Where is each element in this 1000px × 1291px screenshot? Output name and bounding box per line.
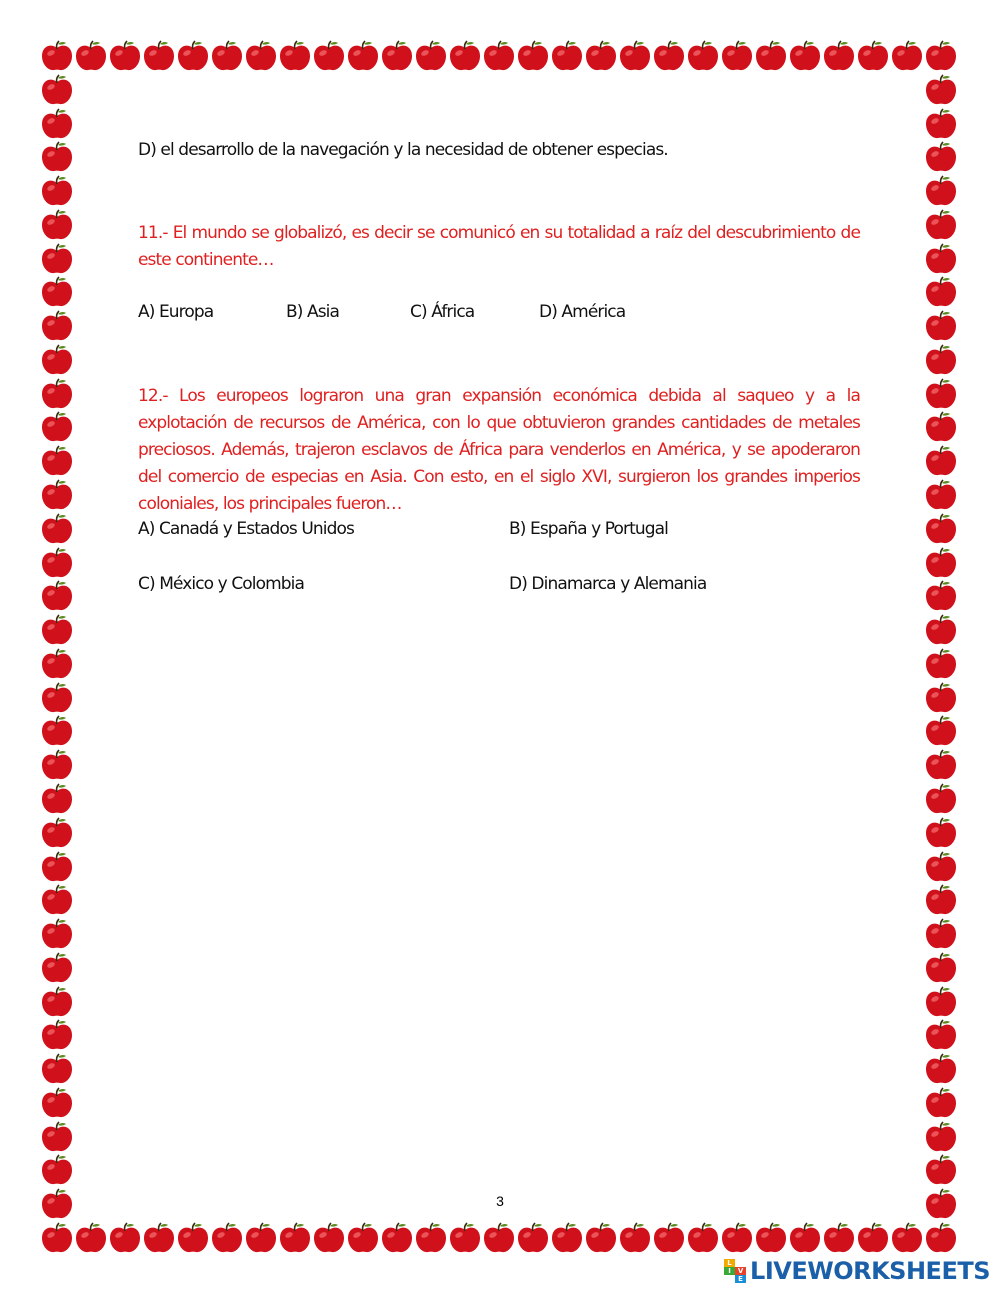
apple-icon bbox=[414, 40, 448, 72]
apple-icon bbox=[40, 108, 74, 140]
apple-icon bbox=[346, 40, 380, 72]
apple-icon bbox=[482, 40, 516, 72]
apple-icon bbox=[40, 783, 74, 815]
apple-icon bbox=[720, 40, 754, 72]
apple-icon bbox=[40, 479, 74, 511]
apple-icon bbox=[244, 40, 278, 72]
apple-icon bbox=[40, 682, 74, 714]
apple-icon bbox=[924, 884, 958, 916]
apple-icon bbox=[924, 445, 958, 477]
liveworksheets-wordmark: LIVEWORKSHEETS bbox=[750, 1257, 990, 1285]
q12-option-c[interactable]: C) México y Colombia bbox=[138, 574, 305, 594]
apple-icon bbox=[40, 1019, 74, 1051]
apple-icon bbox=[924, 310, 958, 342]
apple-icon bbox=[278, 40, 312, 72]
apple-icon bbox=[142, 1222, 176, 1254]
apple-icon bbox=[40, 344, 74, 376]
apple-icon bbox=[924, 40, 958, 72]
apple-icon bbox=[40, 851, 74, 883]
apple-icon bbox=[40, 952, 74, 984]
apple-icon bbox=[40, 1087, 74, 1119]
apple-icon bbox=[788, 40, 822, 72]
apple-icon bbox=[924, 1154, 958, 1186]
apple-icon bbox=[924, 918, 958, 950]
apple-icon bbox=[924, 547, 958, 579]
apple-icon bbox=[924, 851, 958, 883]
apple-icon bbox=[40, 749, 74, 781]
apple-icon bbox=[40, 986, 74, 1018]
apple-icon bbox=[176, 1222, 210, 1254]
apple-icon bbox=[924, 986, 958, 1018]
apple-icon bbox=[924, 175, 958, 207]
apple-icon bbox=[924, 378, 958, 410]
apple-icon bbox=[652, 40, 686, 72]
apple-icon bbox=[40, 1121, 74, 1153]
apple-icon bbox=[584, 40, 618, 72]
apple-icon bbox=[40, 378, 74, 410]
apple-icon bbox=[822, 1222, 856, 1254]
apple-icon bbox=[924, 513, 958, 545]
apple-icon bbox=[40, 580, 74, 612]
apple-icon bbox=[754, 1222, 788, 1254]
apple-icon bbox=[720, 1222, 754, 1254]
apple-icon bbox=[550, 1222, 584, 1254]
apple-icon bbox=[924, 411, 958, 443]
apple-icon bbox=[924, 344, 958, 376]
apple-icon bbox=[346, 1222, 380, 1254]
apple-icon bbox=[686, 40, 720, 72]
apple-icon bbox=[40, 276, 74, 308]
apple-icon bbox=[652, 1222, 686, 1254]
apple-icon bbox=[244, 1222, 278, 1254]
apple-icon bbox=[414, 1222, 448, 1254]
apple-icon bbox=[40, 884, 74, 916]
apple-icon bbox=[40, 175, 74, 207]
apple-icon bbox=[890, 40, 924, 72]
logo-letter: I bbox=[724, 1267, 735, 1275]
apple-icon bbox=[40, 310, 74, 342]
apple-icon bbox=[788, 1222, 822, 1254]
apple-icon bbox=[380, 40, 414, 72]
apple-icon bbox=[380, 1222, 414, 1254]
apple-icon bbox=[924, 479, 958, 511]
apple-icon bbox=[176, 40, 210, 72]
apple-icon bbox=[40, 411, 74, 443]
apple-icon bbox=[924, 580, 958, 612]
apple-icon bbox=[108, 40, 142, 72]
apple-icon bbox=[924, 209, 958, 241]
apple-icon bbox=[40, 715, 74, 747]
apple-icon bbox=[40, 243, 74, 275]
apple-icon bbox=[924, 108, 958, 140]
apple-icon bbox=[550, 40, 584, 72]
apple-icon bbox=[74, 40, 108, 72]
liveworksheets-watermark bbox=[724, 1257, 990, 1285]
apple-icon bbox=[40, 40, 74, 72]
apple-icon bbox=[448, 1222, 482, 1254]
apple-icon bbox=[40, 141, 74, 173]
apple-icon bbox=[74, 1222, 108, 1254]
apple-icon bbox=[40, 1222, 74, 1254]
logo-letter: V bbox=[735, 1267, 746, 1275]
apple-icon bbox=[924, 648, 958, 680]
apple-icon bbox=[312, 1222, 346, 1254]
q12-option-a[interactable]: A) Canadá y Estados Unidos bbox=[138, 519, 354, 539]
page-number: 3 bbox=[496, 1193, 504, 1209]
apple-icon bbox=[40, 513, 74, 545]
apple-icon bbox=[108, 1222, 142, 1254]
apple-icon bbox=[924, 1019, 958, 1051]
q12-option-b[interactable]: B) España y Portugal bbox=[509, 519, 668, 539]
apple-icon bbox=[686, 1222, 720, 1254]
apple-icon bbox=[924, 243, 958, 275]
apple-icon bbox=[40, 614, 74, 646]
apple-icon bbox=[924, 614, 958, 646]
apple-icon bbox=[924, 276, 958, 308]
apple-icon bbox=[516, 40, 550, 72]
question-11-text: 11.- El mundo se globalizó, es decir se comunicó en su totalidad a raíz del descubrimiento de este continente… bbox=[138, 223, 860, 270]
apple-icon bbox=[210, 1222, 244, 1254]
apple-icon bbox=[856, 40, 890, 72]
q11-option-b[interactable]: B) Asia bbox=[286, 302, 340, 322]
apple-icon bbox=[856, 1222, 890, 1254]
apple-icon bbox=[924, 1121, 958, 1153]
logo-letter: L bbox=[724, 1259, 735, 1267]
apple-icon bbox=[312, 40, 346, 72]
q11-option-a[interactable]: A) Europa bbox=[138, 302, 214, 322]
apple-icon bbox=[40, 74, 74, 106]
q12-option-d[interactable]: D) Dinamarca y Alemania bbox=[509, 574, 707, 594]
apple-icon bbox=[448, 40, 482, 72]
apple-icon bbox=[924, 783, 958, 815]
apple-icon bbox=[584, 1222, 618, 1254]
apple-icon bbox=[754, 40, 788, 72]
apple-icon bbox=[924, 749, 958, 781]
apple-icon bbox=[40, 1053, 74, 1085]
liveworksheets-logo-icon bbox=[724, 1259, 746, 1283]
apple-icon bbox=[924, 817, 958, 849]
q11-option-d[interactable]: D) América bbox=[539, 302, 626, 322]
apple-icon bbox=[618, 40, 652, 72]
apple-icon bbox=[924, 141, 958, 173]
apple-icon bbox=[40, 918, 74, 950]
apple-icon bbox=[40, 445, 74, 477]
apple-icon bbox=[40, 648, 74, 680]
logo-letter: E bbox=[735, 1275, 746, 1283]
apple-icon bbox=[924, 1053, 958, 1085]
apple-icon bbox=[278, 1222, 312, 1254]
apple-icon bbox=[40, 1154, 74, 1186]
question-12-text: 12.- Los europeos lograron una gran expansión económica debida al saqueo y a la explotación de recursos de América, con lo que obtuvieron grandes cantidades de metales preciosos. Además, trajeron esclavos de África para venderlos en América, y se apoderaron del comercio de especias en Asia. Con esto, en el siglo XVI, surgieron los grandes imperios coloniales, los principales fueron… bbox=[138, 386, 860, 514]
apple-icon bbox=[924, 715, 958, 747]
apple-icon bbox=[822, 40, 856, 72]
apple-icon bbox=[482, 1222, 516, 1254]
apple-icon bbox=[924, 1087, 958, 1119]
apple-icon bbox=[890, 1222, 924, 1254]
apple-icon bbox=[210, 40, 244, 72]
apple-icon bbox=[924, 952, 958, 984]
apple-icon bbox=[40, 547, 74, 579]
apple-icon bbox=[40, 817, 74, 849]
apple-icon bbox=[516, 1222, 550, 1254]
q11-option-c[interactable]: C) África bbox=[410, 302, 475, 322]
apple-icon bbox=[618, 1222, 652, 1254]
apple-icon bbox=[924, 1222, 958, 1254]
apple-icon bbox=[924, 682, 958, 714]
apple-icon bbox=[40, 209, 74, 241]
apple-icon bbox=[142, 40, 176, 72]
previous-answer-option-d[interactable]: D) el desarrollo de la navegación y la necesidad de obtener especias. bbox=[138, 140, 668, 160]
apple-icon bbox=[924, 74, 958, 106]
